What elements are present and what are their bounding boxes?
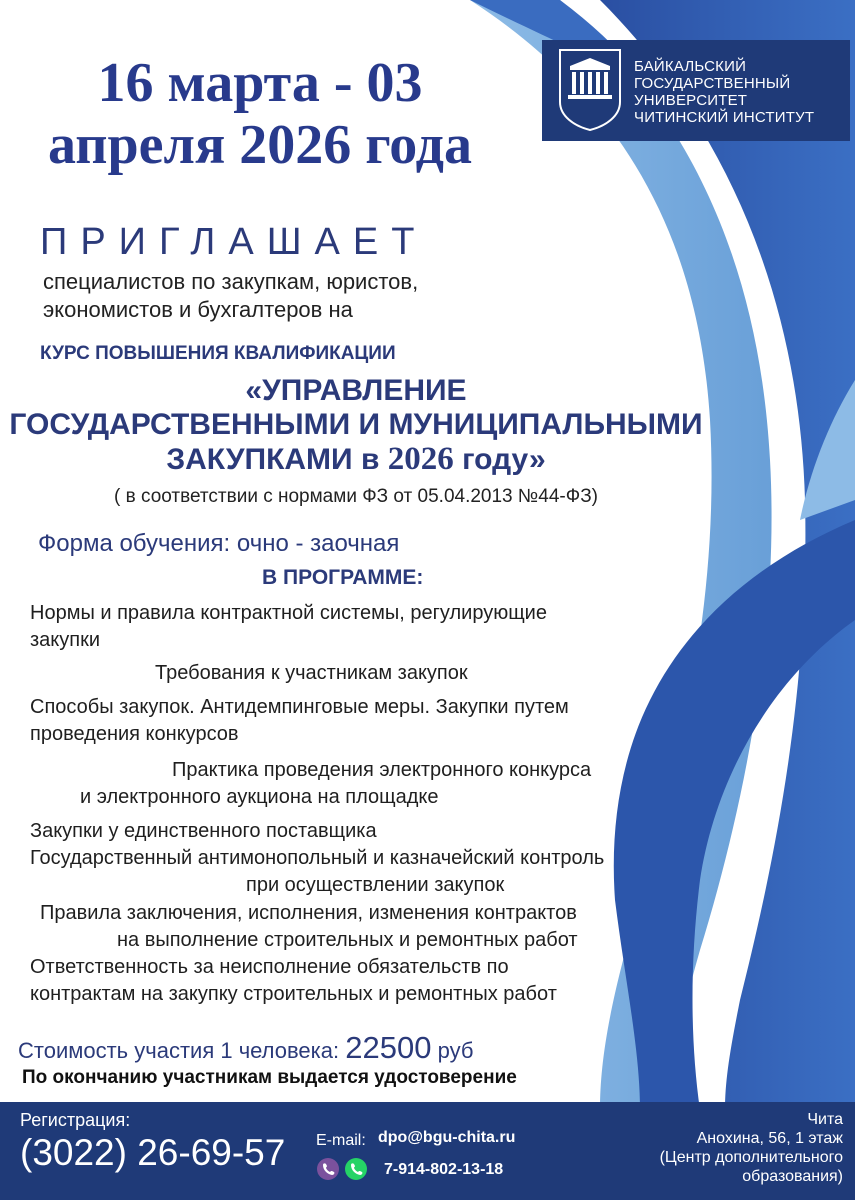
cost-currency: руб: [437, 1038, 474, 1063]
dates-line-1: 16 марта - 03: [97, 52, 423, 114]
course-title-prefix: ЗАКУПКАМИ в: [166, 443, 380, 476]
program-item: Нормы и правила контрактной системы, регулирующие: [30, 602, 547, 624]
address-line-3: (Центр дополнительного: [659, 1149, 843, 1166]
messenger-icons: [315, 1156, 371, 1182]
registration-phone[interactable]: (3022) 26-69-57: [20, 1132, 286, 1173]
course-title-suffix: году»: [462, 443, 546, 476]
address-line-2: Анохина, 56, 1 этаж: [696, 1130, 843, 1147]
certificate-note: По окончанию участникам выдается удостоверение: [22, 1067, 517, 1088]
university-logo: [542, 40, 850, 141]
program-item: Закупки у единственного поставщика: [30, 820, 377, 842]
logo-line-4: ЧИТИНСКИЙ ИНСТИТУТ: [634, 109, 815, 126]
program-item: Государственный антимонопольный и казначейский контроль: [30, 847, 605, 869]
logo-line-3: УНИВЕРСИТЕТ: [634, 92, 748, 109]
program-item: Правила заключения, исполнения, изменения контрактов: [40, 902, 577, 924]
viber-icon[interactable]: [317, 1158, 339, 1180]
law-reference: ( в соответствии с нормами ФЗ от 05.04.2013 №44-ФЗ): [114, 486, 598, 507]
audience-text: [43, 268, 418, 324]
logo-line-2: ГОСУДАРСТВЕННЫЙ: [634, 75, 791, 92]
program-item: и электронного аукциона на площадке: [80, 786, 439, 808]
course-title: [0, 374, 712, 477]
university-building-icon: [554, 48, 626, 132]
address: [660, 1110, 843, 1186]
program-item: Ответственность за неисполнение обязательств по: [30, 956, 509, 978]
course-title-line-2: ГОСУДАРСТВЕННЫМИ И МУНИЦИПАЛЬНЫМИ: [9, 408, 703, 441]
address-line-1: Чита: [807, 1111, 843, 1128]
cost-label: Стоимость участия 1 человека:: [18, 1038, 340, 1063]
program-item: на выполнение строительных и ремонтных работ: [117, 929, 578, 951]
program-item: Практика проведения электронного конкурса: [172, 759, 592, 781]
logo-line-1: БАЙКАЛЬСКИЙ: [634, 58, 747, 75]
footer-contacts: [0, 1102, 855, 1200]
cost-amount: 22500: [345, 1030, 432, 1065]
dates-line-2: апреля 2026 года: [48, 114, 472, 176]
program-item: закупки: [30, 629, 101, 651]
program-item: контрактам на закупку строительных и ремонтных работ: [30, 983, 557, 1005]
audience-line-1: специалистов по закупкам, юристов,: [43, 269, 419, 294]
program-item: при осуществлении закупок: [246, 874, 505, 896]
program-heading: В ПРОГРАММЕ:: [262, 566, 424, 589]
participation-cost: [18, 1030, 473, 1066]
program-item: Требования к участникам закупок: [155, 662, 468, 684]
program-item: Способы закупок. Антидемпинговые меры. Закупки путем: [30, 696, 569, 718]
invite-heading: ПРИГЛАШАЕТ: [40, 221, 428, 263]
email-link[interactable]: dpo@bgu-chita.ru: [378, 1129, 516, 1146]
study-form: Форма обучения: очно - заочная: [38, 530, 400, 557]
course-type: КУРС ПОВЫШЕНИЯ КВАЛИФИКАЦИИ: [40, 343, 396, 364]
registration-label: Регистрация:: [20, 1110, 131, 1130]
program-item: проведения конкурсов: [30, 723, 239, 745]
audience-line-2: экономистов и бухгалтеров на: [43, 297, 353, 322]
address-line-4: образования): [742, 1168, 843, 1185]
mobile-phone[interactable]: 7-914-802-13-18: [384, 1161, 504, 1178]
course-title-line-1: «УПРАВЛЕНИЕ: [245, 374, 467, 407]
course-title-year: 2026: [387, 441, 454, 477]
whatsapp-icon[interactable]: [345, 1158, 367, 1180]
email-label: E-mail:: [316, 1132, 366, 1149]
university-name: [634, 58, 814, 126]
course-title-line-3: [0, 442, 712, 477]
dates-heading: [0, 52, 520, 176]
